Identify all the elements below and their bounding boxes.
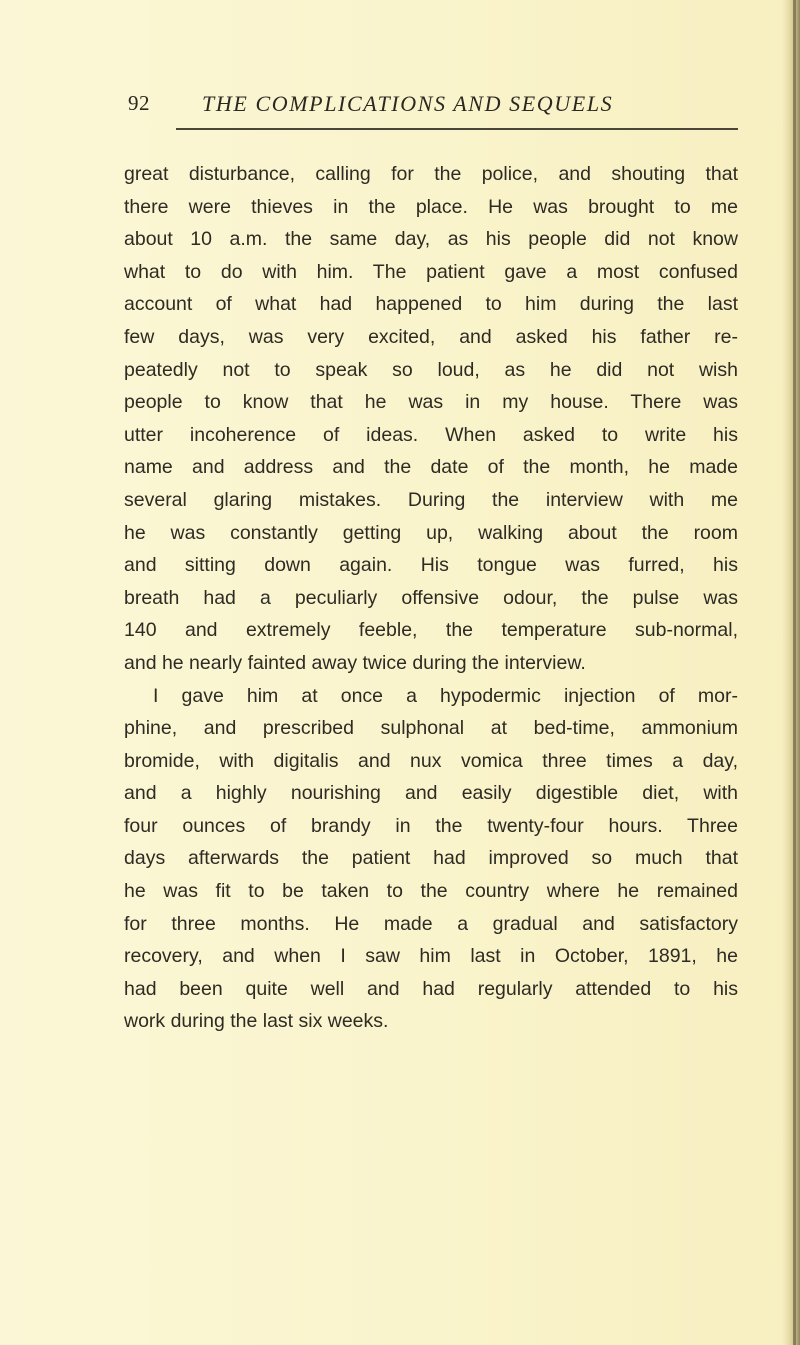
text-line: recovery, and when I saw him last in October, 1891, he (124, 945, 738, 968)
text-line: about 10 a.m. the same day, as his people did not know (124, 228, 738, 251)
page-edge-line (793, 0, 796, 1345)
text-line: phine, and prescribed sulphonal at bed-time, ammonium (124, 717, 738, 740)
text-line: several glaring mistakes. During the interview with me (124, 488, 738, 511)
page-header (128, 91, 738, 119)
header-rule (176, 128, 738, 130)
text-line: for three months. He made a gradual and satisfactory (124, 912, 738, 935)
text-line: there were thieves in the place. He was brought to me (124, 195, 738, 218)
text-line: he was fit to be taken to the country where he remained (124, 880, 738, 903)
text-line: what to do with him. The patient gave a most confused (124, 260, 738, 283)
text-line: utter incoherence of ideas. When asked to write his (124, 423, 738, 446)
text-line: four ounces of brandy in the twenty-four hours. Three (124, 814, 738, 837)
text-line: work during the last six weeks. (124, 1010, 389, 1033)
text-line: and sitting down again. His tongue was furred, his (124, 554, 738, 577)
text-line: 140 and extremely feeble, the temperature sub-normal, (124, 619, 738, 642)
text-line: great disturbance, calling for the police, and shouting that (124, 163, 738, 185)
text-line: bromide, with digitalis and nux vomica three times a day, (124, 749, 738, 772)
text-line: had been quite well and had regularly attended to his (124, 977, 738, 1000)
text-line: he was constantly getting up, walking about the room (124, 521, 738, 544)
text-line: peatedly not to speak so loud, as he did not wish (124, 358, 738, 381)
text-line: few days, was very excited, and asked his father re- (124, 325, 738, 348)
text-line: breath had a peculiarly offensive odour, the pulse was (124, 586, 738, 609)
text-line: I gave him at once a hypodermic injection of mor- (153, 684, 738, 707)
text-line: and he nearly fainted away twice during the interview. (124, 651, 586, 674)
page-edge-shadow (782, 0, 800, 1345)
text-line: and a highly nourishing and easily digestible diet, with (124, 782, 738, 805)
text-line: days afterwards the patient had improved so much that (124, 847, 738, 870)
body-text (124, 158, 738, 1038)
running-head: THE COMPLICATIONS AND SEQUELS (202, 91, 614, 116)
text-line: account of what had happened to him during the last (124, 293, 738, 316)
text-line: people to know that he was in my house. There was (124, 391, 738, 414)
text-line: name and address and the date of the month, he made (124, 456, 738, 479)
page-number: 92 (128, 91, 150, 115)
